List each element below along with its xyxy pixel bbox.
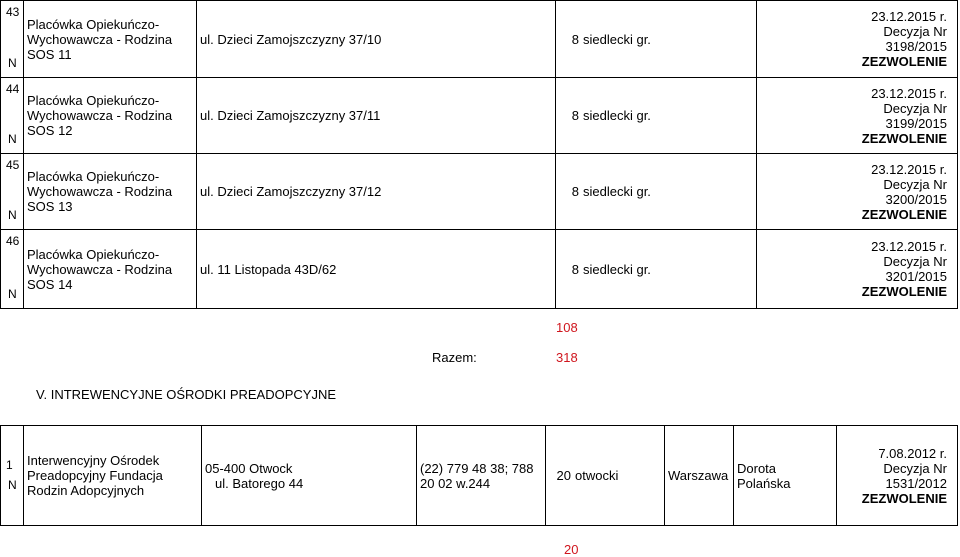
total-value: 318 <box>556 350 578 365</box>
decision-date: 23.12.2015 r. <box>871 9 947 24</box>
institution-name: Placówka Opiekuńczo-Wychowawcza - Rodzina SOS 11 <box>24 1 197 78</box>
decision-label: Decyzja Nr <box>883 254 947 269</box>
row-number-cell <box>1 1 24 78</box>
place-count: 20 <box>546 426 574 526</box>
institution-address: ul. Dzieci Zamojszczyzny 37/10 <box>197 1 556 78</box>
row-number: 43 <box>6 5 20 19</box>
county: siedlecki gr. <box>581 1 757 78</box>
decision-label: Decyzja Nr <box>883 176 947 192</box>
section-total-value: 20 <box>564 542 579 557</box>
section-heading: V. INTREWENCYJNE OŚRODKI PREADOPCYJNE <box>36 387 337 402</box>
county: siedlecki gr. <box>581 230 757 309</box>
row-number-suffix: N <box>8 56 17 70</box>
preadoption-table <box>0 425 958 526</box>
decision-date: 23.12.2015 r. <box>871 161 947 177</box>
institution-name: Placówka Opiekuńczo-Wychowawcza - Rodzina SOS 14 <box>24 230 197 309</box>
city: Warszawa <box>665 426 734 526</box>
decision-cell <box>757 78 958 154</box>
address-line-2: ul. Batorego 44 <box>215 475 304 491</box>
decision-date: 7.08.2012 r. <box>878 445 947 461</box>
decision-date: 23.12.2015 r. <box>871 85 947 101</box>
address-line-1: 05-400 Otwock <box>205 460 293 476</box>
institution-name: Placówka Opiekuńczo-Wychowawcza - Rodzina SOS 12 <box>24 78 197 154</box>
table-row <box>1 426 958 526</box>
subtotal-value: 108 <box>556 320 578 335</box>
row-number-suffix: N <box>8 132 17 146</box>
row-number-suffix: N <box>8 208 17 222</box>
institution-address: ul. Dzieci Zamojszczyzny 37/11 <box>197 78 556 154</box>
institution-name: Interwencyjny Ośrodek Preadopcyjny Fundacja Rodzin Adopcyjnych <box>24 426 202 526</box>
phone: (22) 779 48 38; 788 20 02 w.244 <box>417 426 546 526</box>
decision-label: Decyzja Nr <box>883 100 947 116</box>
decision-cell <box>757 1 958 78</box>
place-count: 8 <box>556 78 582 154</box>
row-number: 44 <box>6 82 20 96</box>
decision-status: ZEZWOLENIE <box>861 54 947 69</box>
decision-number: 1531/2012 <box>885 475 947 491</box>
county: siedlecki gr. <box>581 78 757 154</box>
place-count: 8 <box>556 1 582 78</box>
institution-name: Placówka Opiekuńczo-Wychowawcza - Rodzina SOS 13 <box>24 154 197 230</box>
decision-status: ZEZWOLENIE <box>861 490 947 506</box>
decision-number: 3201/2015 <box>885 269 947 284</box>
county: siedlecki gr. <box>581 154 757 230</box>
table-row <box>1 1 958 78</box>
decision-cell <box>757 230 958 309</box>
decision-label: Decyzja Nr <box>883 460 947 476</box>
decision-label: Decyzja Nr <box>883 24 947 39</box>
decision-number: 3199/2015 <box>885 115 947 131</box>
decision-status: ZEZWOLENIE <box>861 130 947 146</box>
row-number-suffix: N <box>8 287 17 301</box>
row-number-cell <box>1 230 24 309</box>
decision-cell <box>757 154 958 230</box>
table-row <box>1 78 958 154</box>
row-number-cell <box>1 426 24 526</box>
table-row <box>1 154 958 230</box>
decision-status: ZEZWOLENIE <box>861 206 947 222</box>
row-number: 45 <box>6 158 20 172</box>
row-number-cell <box>1 78 24 154</box>
decision-number: 3200/2015 <box>885 191 947 207</box>
decision-status: ZEZWOLENIE <box>861 284 947 299</box>
county: otwocki <box>573 426 665 526</box>
row-number-cell <box>1 154 24 230</box>
decision-date: 23.12.2015 r. <box>871 239 947 254</box>
decision-cell <box>837 426 958 526</box>
institution-address-cell <box>202 426 417 526</box>
total-label: Razem: <box>432 350 477 365</box>
director: Dorota Polańska <box>734 426 837 526</box>
institution-address: ul. Dzieci Zamojszczyzny 37/12 <box>197 154 556 230</box>
row-number-suffix: N <box>8 478 17 492</box>
row-number: 1 <box>6 458 13 472</box>
table-row <box>1 230 958 309</box>
decision-number: 3198/2015 <box>885 39 947 54</box>
institution-address: ul. 11 Listopada 43D/62 <box>197 230 556 309</box>
place-count: 8 <box>556 230 582 309</box>
place-count: 8 <box>556 154 582 230</box>
row-number: 46 <box>6 234 20 248</box>
